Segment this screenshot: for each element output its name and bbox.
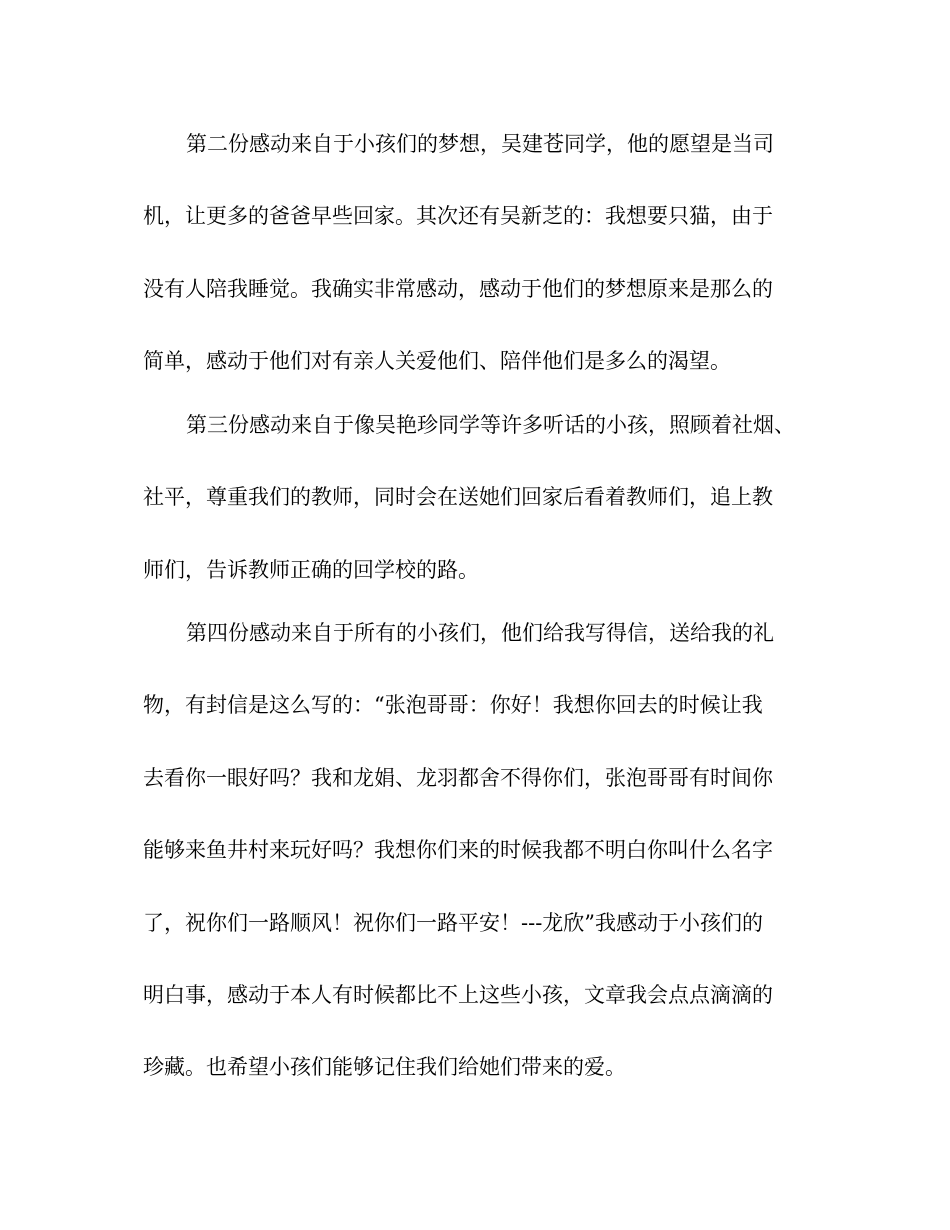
text-line: 社平，尊重我们的教师，同时会在送她们回家后看着教师们，追上教: [143, 485, 773, 509]
text-line: 去看你一眼好吗？我和龙娟、龙羽都舍不得你们，张泡哥哥有时间你: [143, 766, 773, 790]
text-line: 第二份感动来自于小孩们的梦想，吴建苍同学，他的愿望是当司: [186, 132, 774, 156]
text-line: 明白事，感动于本人有时候都比不上这些小孩，文章我会点点滴滴的: [143, 983, 773, 1007]
text-line: 师们，告诉教师正确的回学校的路。: [143, 558, 479, 582]
text-line: 第四份感动来自于所有的小孩们，他们给我写得信，送给我的礼: [186, 621, 774, 645]
text-line: 能够来鱼井村来玩好吗？我想你们来的时候我都不明白你叫什么名字: [143, 838, 773, 862]
text-line: 简单，感动于他们对有亲人关爱他们、陪伴他们是多么的渴望。: [143, 349, 731, 373]
text-line: 物，有封信是这么写的：“张泡哥哥：你好！我想你回去的时候让我: [143, 693, 763, 717]
text-line: 了，祝你们一路顺风！祝你们一路平安！---龙欣”我感动于小孩们的: [143, 911, 764, 935]
text-line: 机，让更多的爸爸早些回家。其次还有吴新芝的：我想要只猫，由于: [143, 204, 773, 228]
text-line: 第三份感动来自于像吴艳珍同学等许多听话的小孩，照顾着社烟、: [186, 413, 795, 437]
text-line: 珍藏。也希望小孩们能够记住我们给她们带来的爱。: [143, 1055, 626, 1079]
text-line: 没有人陪我睡觉。我确实非常感动，感动于他们的梦想原来是那么的: [143, 277, 773, 301]
